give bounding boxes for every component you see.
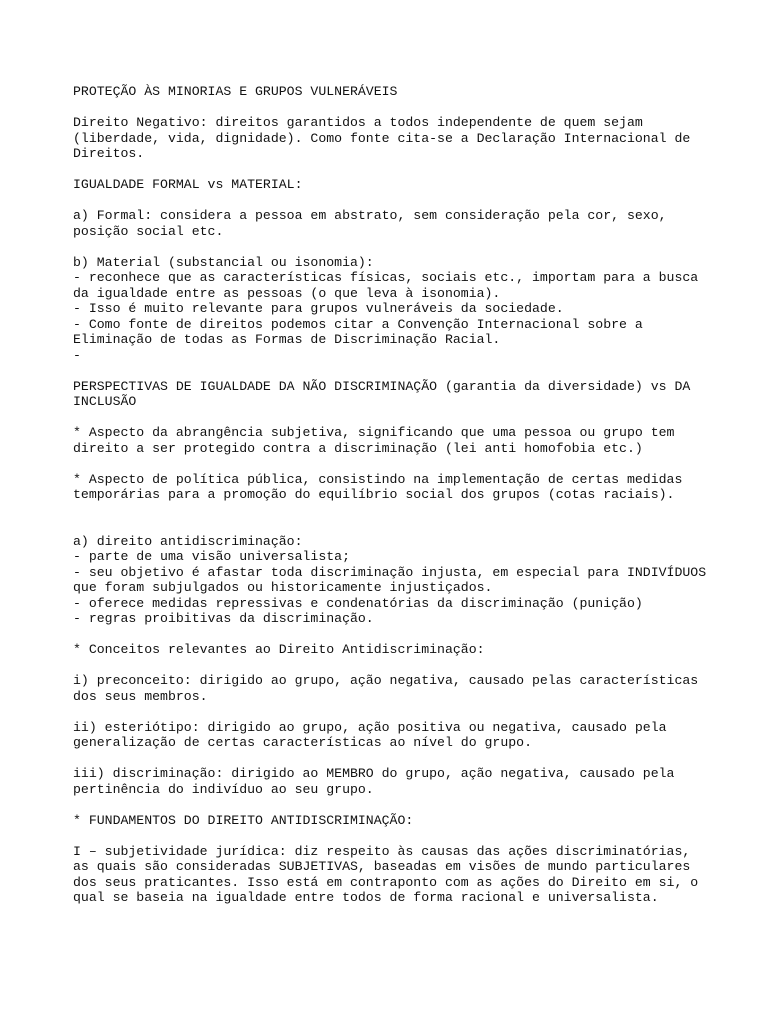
blank-line — [73, 797, 763, 813]
blank-line — [73, 410, 763, 426]
text-line: I – subjetividade jurídica: diz respeito às causas das ações discriminatórias, — [73, 843, 691, 859]
document-text — [73, 84, 763, 906]
text-line: - reconhece que as características físicas, sociais etc., importam para a busca — [73, 270, 699, 285]
blank-line — [73, 162, 763, 178]
text-line: ii) esteriótipo: dirigido ao grupo, ação positiva ou negativa, causado pela — [73, 719, 667, 735]
blank-line — [73, 239, 763, 255]
text-line: IGUALDADE FORMAL vs MATERIAL: — [73, 177, 303, 192]
text-line: qual se baseia na igualdade entre todos de forma racional e universalista. — [73, 890, 659, 905]
text-line: * Aspecto da abrangência subjetiva, significando que uma pessoa ou grupo tem — [73, 425, 675, 440]
text-line: Direitos. — [73, 146, 145, 161]
text-line: a) Formal: considera a pessoa em abstrato, sem consideração pela cor, sexo, — [73, 208, 667, 223]
text-line: generalização de certas características ao nível do grupo. — [73, 735, 532, 750]
text-line: PERSPECTIVAS DE IGUALDADE DA NÃO DISCRIMINAÇÃO (garantia da diversidade) vs DA — [73, 378, 691, 394]
text-line: dos seus membros. — [73, 688, 208, 704]
text-line: * FUNDAMENTOS DO DIREITO ANTIDISCRIMINAÇÃO: — [73, 812, 414, 828]
text-line: * Aspecto de política pública, consistindo na implementação de certas medidas — [73, 471, 683, 487]
text-line: Eliminação de todas as Formas de Discriminação Racial. — [73, 332, 501, 347]
text-line: - — [73, 347, 81, 363]
text-line: * Conceitos relevantes ao Direito Antidiscriminação: — [73, 642, 485, 657]
text-line: que foram subjulgados ou historicamente injustiçados. — [73, 580, 493, 595]
blank-line — [73, 704, 763, 720]
text-line: iii) discriminação: dirigido ao MEMBRO do grupo, ação negativa, causado pela — [73, 766, 675, 781]
text-line: dos seus praticantes. Isso está em contraponto com as ações do Direito em si, o — [73, 874, 699, 890]
blank-line — [73, 456, 763, 472]
text-line: temporárias para a promoção do equilíbrio social dos grupos (cotas raciais). — [73, 487, 675, 502]
blank-line — [73, 828, 763, 844]
text-line: - parte de uma visão universalista; — [73, 549, 350, 564]
blank-line — [73, 100, 763, 116]
blank-line — [73, 658, 763, 674]
text-line: - oferece medidas repressivas e condenatórias da discriminação (punição) — [73, 595, 643, 611]
blank-line — [73, 503, 763, 519]
text-line: da igualdade entre as pessoas (o que leva à isonomia). — [73, 285, 501, 301]
text-line: posição social etc. — [73, 223, 224, 239]
text-line: as quais são consideradas SUBJETIVAS, baseadas em visões de mundo particulares — [73, 859, 691, 874]
text-line: a) direito antidiscriminação: — [73, 533, 303, 549]
text-line: (liberdade, vida, dignidade). Como fonte cita-se a Declaração Internacional de — [73, 130, 691, 146]
text-line: - Isso é muito relevante para grupos vulneráveis da sociedade. — [73, 301, 564, 316]
text-line: direito a ser protegido contra a discriminação (lei anti homofobia etc.) — [73, 440, 643, 456]
blank-line — [73, 627, 763, 643]
text-line: pertinência do indivíduo ao seu grupo. — [73, 781, 374, 797]
text-line: b) Material (substancial ou isonomia): — [73, 254, 374, 270]
text-line: Direito Negativo: direitos garantidos a todos independente de quem sejam — [73, 115, 643, 130]
text-line: - seu objetivo é afastar toda discriminação injusta, em especial para INDIVÍDUOS — [73, 564, 707, 580]
text-line: PROTEÇÃO ÀS MINORIAS E GRUPOS VULNERÁVEIS — [73, 84, 398, 99]
blank-line — [73, 751, 763, 767]
text-line: INCLUSÃO — [73, 394, 137, 409]
blank-line — [73, 518, 763, 534]
blank-line — [73, 363, 763, 379]
text-line: - Como fonte de direitos podemos citar a Convenção Internacional sobre a — [73, 316, 643, 332]
text-line: i) preconceito: dirigido ao grupo, ação negativa, causado pelas características — [73, 673, 699, 688]
blank-line — [73, 193, 763, 209]
text-line: - regras proibitivas da discriminação. — [73, 611, 374, 626]
